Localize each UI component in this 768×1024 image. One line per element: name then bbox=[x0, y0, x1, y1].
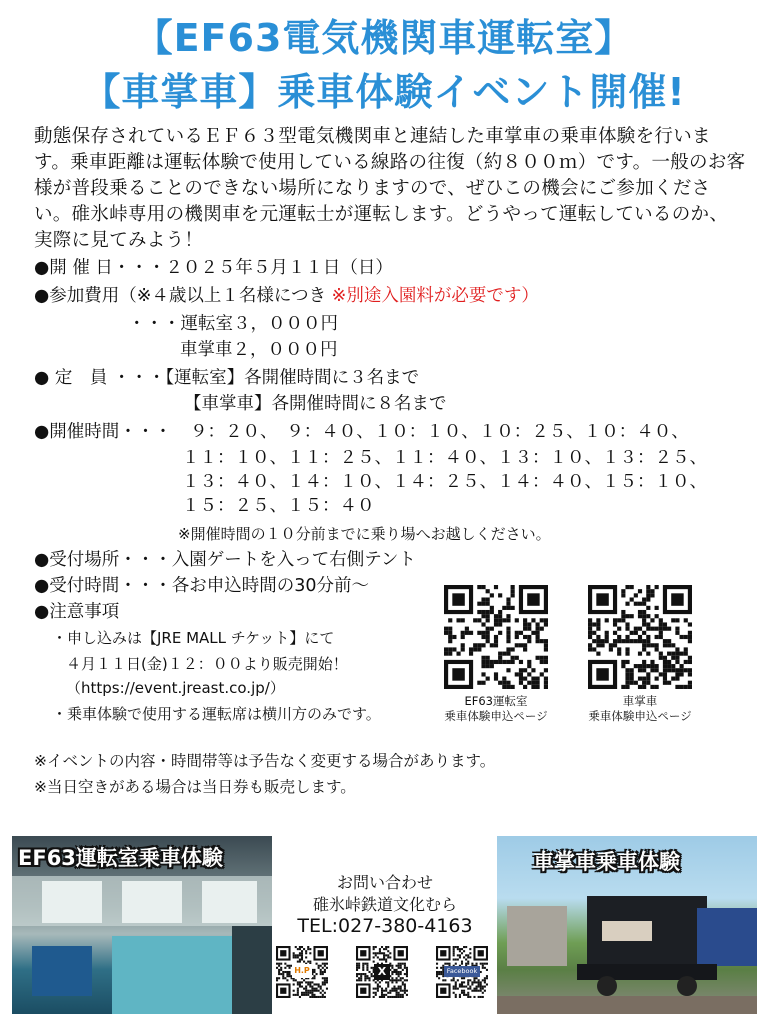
photo-ef63-cab bbox=[12, 836, 272, 1014]
times-label: ●開催時間・・・ bbox=[34, 422, 172, 442]
times-note: ※開催時間の１０分前までに乗り場へお越しください。 bbox=[178, 525, 551, 543]
title-line-1: 【EF63電気機関車運転室】 bbox=[134, 16, 634, 60]
reception-place: ●受付場所・・・入園ゲートを入って右側テント bbox=[34, 550, 416, 570]
homepage-label: H.P bbox=[292, 964, 312, 978]
qr-code-ef63[interactable] bbox=[444, 585, 548, 689]
reception-time: ●受付時間・・・各お申込時間の30分前～ bbox=[34, 576, 370, 596]
note-4: ・乗車体験で使用する運転席は横川方のみです。 bbox=[52, 705, 381, 723]
qr-code-facebook[interactable] bbox=[436, 946, 488, 998]
intro-paragraph: 動態保存されているＥＦ６３型電気機関車と連結した車掌車の乗車体験を行います。乗車距離は運転体験で使用している線路の往復（約８００ｍ）です。一般のお客様が普段乗ることのできない場所になりますので、ぜひこの機会にご参加ください。碓氷峠専用の機関車を元運転士が運転します。どうやって運転しているのか、実際に見てみよう！ bbox=[34, 126, 746, 251]
x-icon: X bbox=[374, 964, 390, 980]
left-photo-title: EF63運転室乗車体験 bbox=[18, 846, 223, 870]
notes-label: ●注意事項 bbox=[34, 602, 120, 622]
note-1: ・申し込みは【JRE MALL チケット】にて bbox=[52, 629, 335, 647]
times-line-3: １３：４０、１４：１０、１４：２５、１４：４０、１５：１０、 bbox=[182, 472, 707, 492]
contact-heading: お問い合わせ bbox=[336, 873, 433, 892]
contact-org: 碓氷峠鉄道文化むら bbox=[312, 895, 457, 914]
event-date: ●開 催 日・・・２０２５年５月１１日（日） bbox=[34, 258, 393, 278]
times-line-4: １５：２５、１５：４０ bbox=[182, 496, 375, 516]
capacity-caboose: 【車掌車】各開催時間に８名まで bbox=[184, 394, 447, 414]
fee-cab: ・・・運転室３，０００円 bbox=[128, 314, 338, 334]
contact-tel[interactable]: TEL:027-380-4163 bbox=[297, 915, 473, 937]
note-2: ４月１１日(金)１２：００より販売開始！ bbox=[66, 655, 348, 673]
note-3: （https://event.jreast.co.jp/） bbox=[66, 679, 285, 697]
qr-code-homepage[interactable] bbox=[276, 946, 328, 998]
right-photo-title: 車掌車乗車体験 bbox=[533, 850, 680, 874]
times-line-2: １１：１０、１１：２５、１１：４０、１３：１０、１３：２５、 bbox=[182, 448, 707, 468]
qr-pattern bbox=[444, 585, 548, 689]
fee-caboose: 車掌車２，０００円 bbox=[180, 340, 338, 360]
times-line-1: ９：２０、 ９：４０、１０：１０、１０：２５、１０：４０、 bbox=[190, 422, 689, 442]
notice-1: ※イベントの内容・時間帯等は予告なく変更する場合があります。 bbox=[34, 752, 496, 770]
capacity-cab: ● 定 員 ・・・【運転室】各開催時間に３名まで bbox=[34, 368, 420, 388]
qr-code-x[interactable] bbox=[356, 946, 408, 998]
qr-code-caboose[interactable] bbox=[588, 585, 692, 689]
title-line-2: 【車掌車】乗車体験イベント開催! bbox=[82, 70, 686, 114]
fee-row bbox=[34, 284, 539, 308]
fee-note: ※別途入園料が必要です） bbox=[331, 286, 539, 306]
photo-caboose bbox=[497, 836, 757, 1014]
fee-label: ●参加費用（※４歳以上１名様につき bbox=[34, 286, 327, 306]
qr-caption-caboose: 車掌車 乗車体験申込ページ bbox=[588, 694, 692, 723]
notice-2: ※当日空きがある場合は当日券も販売します。 bbox=[34, 778, 356, 796]
facebook-icon: Facebook bbox=[444, 966, 480, 977]
qr-pattern bbox=[588, 585, 692, 689]
qr-caption-ef63: EF63運転室 乗車体験申込ページ bbox=[444, 694, 548, 723]
